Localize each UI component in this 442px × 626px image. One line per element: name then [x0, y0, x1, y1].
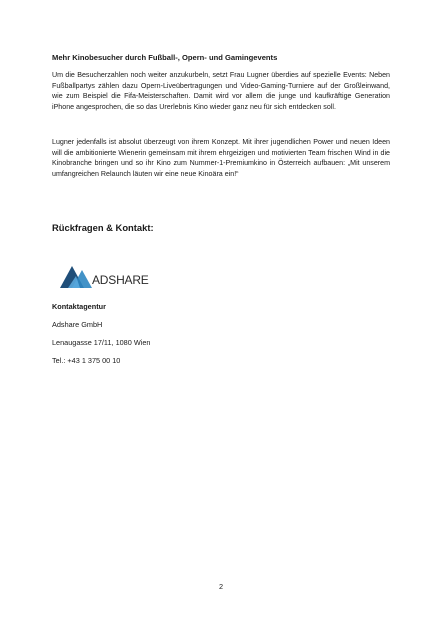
paragraph-concept: Lugner jedenfalls ist absolut überzeugt von ihrem Konzept. Mit ihrer jugendlichen Power und neuen Ideen will die ambitionierte Wienerin gemeinsam mit ihrem ehrgeizigen und motivierten Team frischen Wind in die Kinobranche bringen und so ihr Kino zum Nummer-1-Premiumkino in Österreich aufbauen: „Mit unserem umfangreichen Relaunch läuten wir eine neue Kinoära ein!“: [52, 138, 390, 178]
section-title: Mehr Kinobesucher durch Fußball-, Opern- und Gamingevents: [52, 53, 278, 62]
logo-text: ADSHARE: [92, 273, 149, 287]
company-phone: Tel.: +43 1 375 00 10: [52, 356, 121, 365]
page-number: 2: [218, 582, 224, 591]
company-address: Lenaugasse 17/11, 1080 Wien: [52, 338, 151, 347]
adshare-logo: [58, 260, 168, 290]
company-name: Adshare GmbH: [52, 320, 103, 329]
contact-heading: Rückfragen & Kontakt:: [52, 222, 154, 233]
paragraph-events: Um die Besucherzahlen noch weiter anzukurbeln, setzt Frau Lugner überdies auf spezielle Events: Neben Fußballpartys zählen dazu Opern-Liveübertragungen und Video-Gaming-Turniere auf der Großleinwand, wie zum Beispiel die Fifa-Meisterschaften. Damit wird vor allem die junge und kaufkräftige Generation iPhone angesprochen, die so das Urerlebnis Kino wieder ganz neu für sich entdecken soll.: [52, 71, 390, 111]
agency-label: Kontaktagentur: [52, 302, 106, 311]
